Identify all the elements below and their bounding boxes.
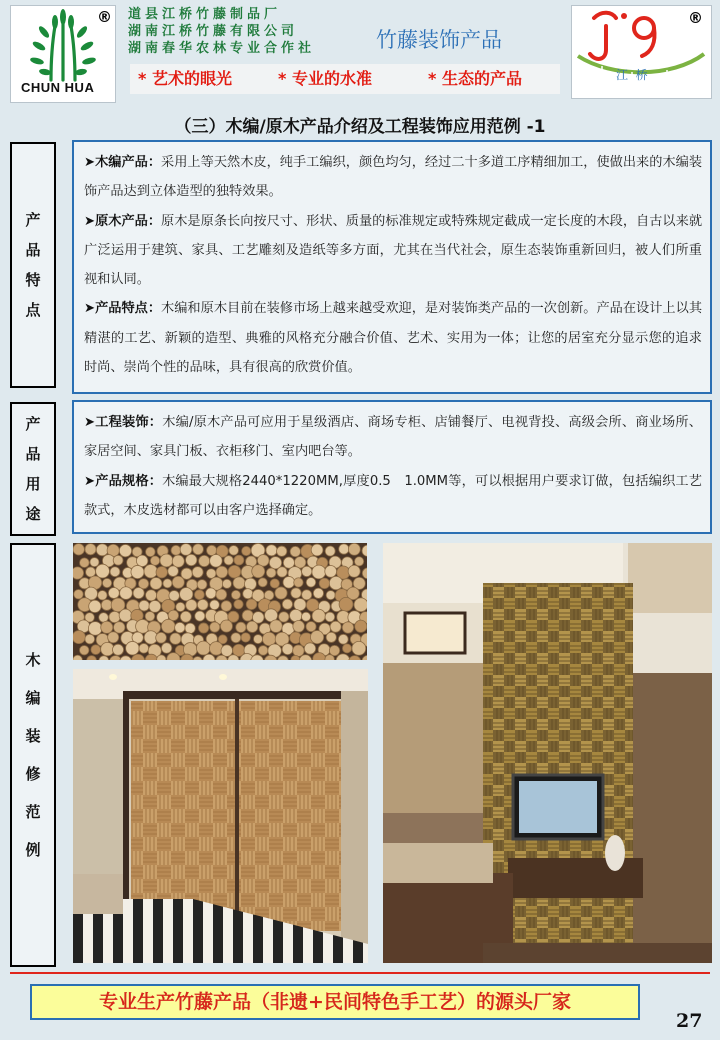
hotel-room-image [383,543,712,963]
label-char: 产 [25,415,41,433]
company-line-3: 湖南春华农林专业合作社 [128,41,316,56]
label-char: 编 [25,689,41,707]
item-heading: 原木产品： [95,213,162,229]
label-char: 例 [25,841,41,859]
footer-banner: 专业生产竹藤产品（非遗+民间特色手工艺）的源头厂家 [30,984,640,1020]
label-char: 修 [25,765,41,783]
feature-item: ➤木编产品：采用上等天然木皮，纯手工编织，颜色均匀，经过二十多道工序精细加工，使做出来的木编装饰产品达到立体造型的独特效果。 [84,155,703,200]
slogan-1: * 艺术的眼光 [138,69,232,88]
usage-item: ➤产品规格：木编最大规格2440*1220MM,厚度0.5 1.0MM等，可以根据用户要求订做，包括编织工艺款式，木皮选材都可以由客户选择确定。 [84,473,702,518]
features-box [72,140,712,394]
label-char: 产 [25,211,41,229]
hotel-room-photo [383,543,712,963]
wardrobe-image [73,669,368,963]
registered-mark: ® [97,8,112,26]
feature-item: ➤产品特点：木编和原木目前在装修市场上越来越受欢迎，是对装饰类产品的一次创新。产品在设计上以其精湛的工艺、新颖的造型、典雅的风格充分融合价值、艺术、实用为一体；让您的居室充分显示您的追求时尚、崇尚个性的品味，具有很高的欣赏价值。 [84,301,703,376]
page-title: （三）木编/原木产品介绍及工程装饰应用范例 -1 [174,117,546,137]
company-line-2: 湖南江桥竹藤有限公司 [128,24,299,39]
chunhua-logo [10,5,116,103]
item-text: 木编和原木目前在装修市场上越来越受欢迎，是对装饰类产品的一次创新。产品在设计上以其精湛的工艺、新颖的造型、典雅的风格充分融合价值、艺术、实用为一体；让您的居室充分显示您的追求时尚、崇尚个性的品味，具有很高的欣赏价值。 [84,301,703,376]
label-char: 木 [25,651,41,669]
slogan-3: * 生态的产品 [428,69,522,88]
label-char: 用 [25,475,41,493]
examples-label [10,543,56,967]
log-slice-panel-photo [73,543,367,660]
item-text: 原木是原条长向按尺寸、形状、质量的标准规定或特殊规定截成一定长度的木段，自古以来就广泛运用于建筑、家具、工艺雕刻及造纸等多方面，尤其在当代社会，原生态装饰重新回归，被人们所重视和认同。 [84,213,703,288]
label-char: 点 [25,301,41,319]
usage-item: ➤工程装饰：木编/原木产品可应用于星级酒店、商场专柜、店铺餐厅、电视背投、高级会所、商业场所、家居空间、家具门板、衣柜移门、室内吧台等。 [84,415,702,460]
label-char: 装 [25,727,41,745]
label-char: 品 [25,445,41,463]
label-char: 范 [25,803,41,821]
item-heading: 产品特点： [95,301,162,317]
item-text: 采用上等天然木皮，纯手工编织，颜色均匀，经过二十多道工序精细加工，使做出来的木编装饰产品达到立体造型的独特效果。 [84,155,703,200]
usage-box [72,400,712,534]
log-slice-image [73,543,367,660]
footer-divider [10,972,710,974]
registered-mark-right: ® [688,9,703,27]
feature-item: ➤原木产品：原木是原条长向按尺寸、形状、质量的标准规定或特殊规定截成一定长度的木段，自古以来就广泛运用于建筑、家具、工艺雕刻及造纸等多方面，尤其在当代社会，原生态装饰重新回归，被人们所重视和认同。 [84,213,703,288]
item-heading: 产品规格： [95,473,163,489]
wardrobe-photo [73,669,368,963]
features-label [10,142,56,388]
product-category-title: 竹藤装饰产品 [376,28,502,52]
jiangqiao-logo [571,5,712,99]
item-text: 木编最大规格2440*1220MM,厚度0.5 1.0MM等，可以根据用户要求订做，包括编织工艺款式，木皮选材都可以由客户选择确定。 [84,473,702,518]
page-number: 27 [676,1010,703,1032]
label-char: 品 [25,241,41,259]
label-char: 特 [25,271,41,289]
logo-right-text: 江 桥 [616,68,648,82]
label-char: 途 [25,505,41,523]
brand-name: CHUN HUA [21,80,95,95]
item-heading: 木编产品： [95,155,162,170]
item-text: 木编/原木产品可应用于星级酒店、商场专柜、店铺餐厅、电视背投、高级会所、商业场所、家居空间、家具门板、衣柜移门、室内吧台等。 [84,415,702,460]
slogan-2: * 专业的水准 [278,69,372,88]
item-heading: 工程装饰： [95,415,163,430]
usage-label [10,402,56,536]
company-line-1: 道县江桥竹藤制品厂 [128,7,282,22]
